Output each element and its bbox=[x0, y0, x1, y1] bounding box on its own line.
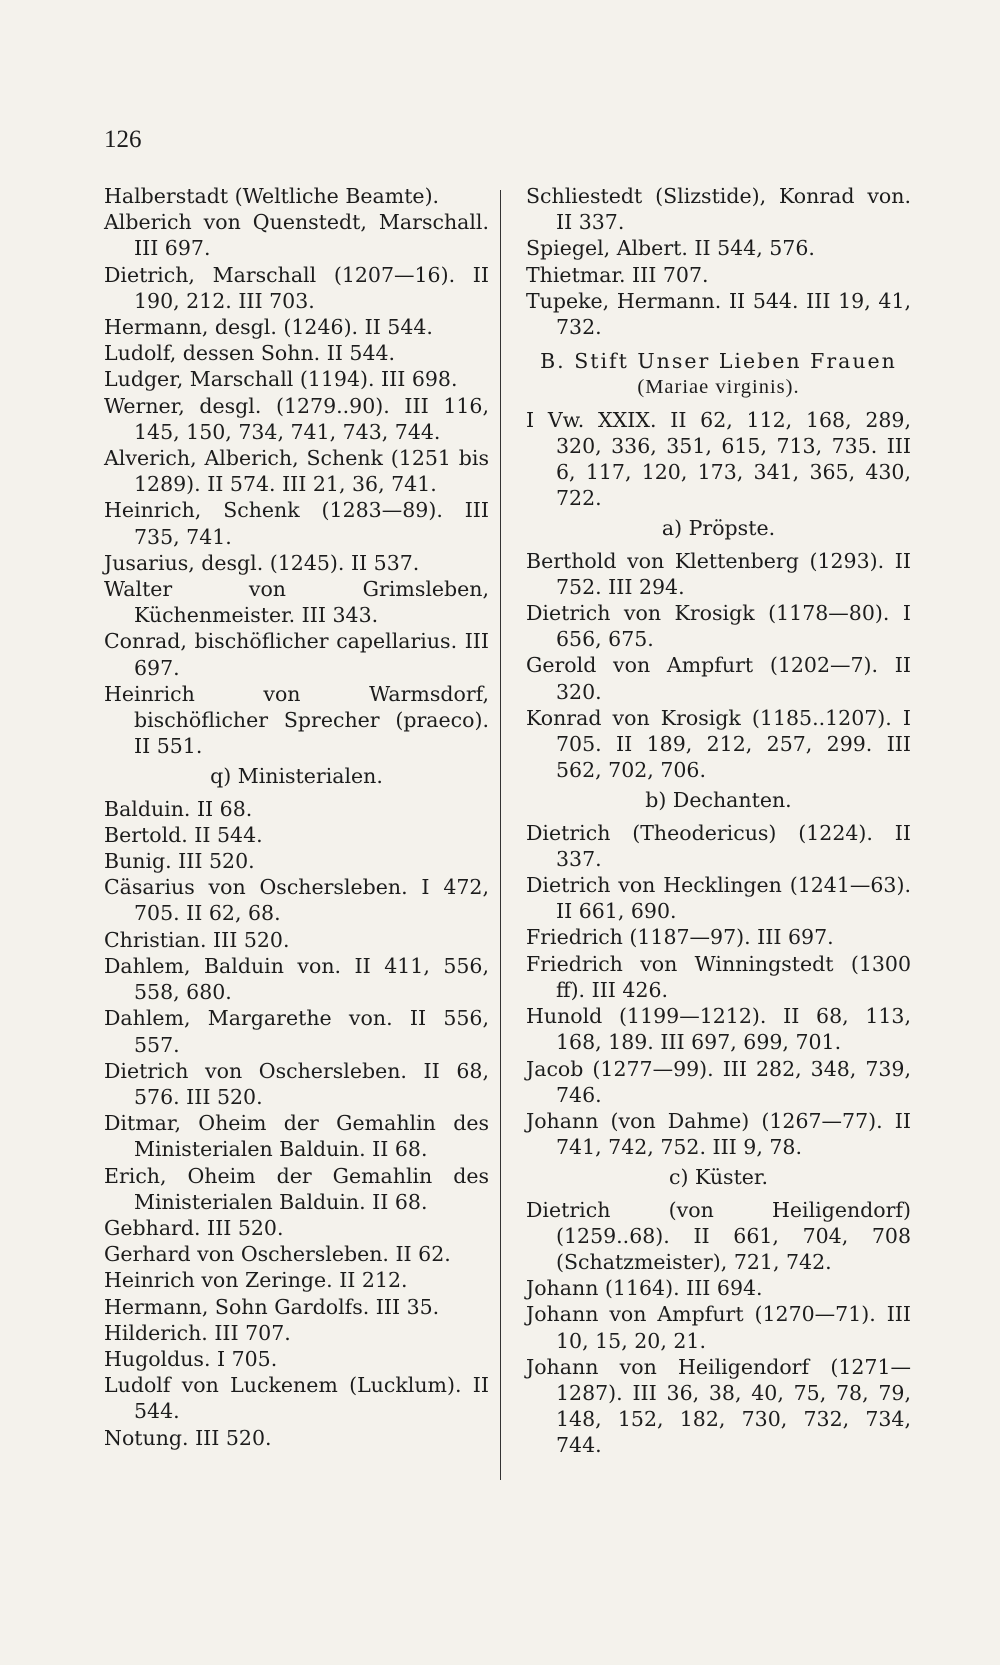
index-entry: Dietrich, Marschall (1207—16). II 190, 212. III 703. bbox=[104, 262, 489, 313]
index-entry: Johann (von Dahme) (1267—77). II 741, 742, 752. III 9, 78. bbox=[526, 1108, 911, 1160]
index-entry: Erich, Oheim der Gemahlin des Ministerialen Balduin. II 68. bbox=[104, 1163, 489, 1214]
index-entry: Ludolf von Luckenem (Lucklum). II 544. bbox=[104, 1373, 489, 1424]
section-title bbox=[526, 348, 911, 400]
index-entry: Johann von Ampfurt (1270—71). III 10, 15, 20, 21. bbox=[526, 1302, 911, 1353]
index-entry: Friedrich (1187—97). III 697. bbox=[526, 925, 834, 950]
index-entry: Dahlem, Balduin von. II 411, 556, 558, 680. bbox=[104, 953, 489, 1005]
index-entry: Ditmar, Oheim der Gemahlin des Ministerialen Balduin. II 68. bbox=[104, 1111, 489, 1162]
index-entry: Jacob (1277—99). III 282, 348, 739, 746. bbox=[526, 1056, 911, 1107]
index-entry: Halberstadt (Weltliche Beamte). bbox=[104, 184, 440, 208]
left-column bbox=[104, 183, 489, 1451]
index-entry: Dietrich von Oschersleben. II 68, 576. III 520. bbox=[104, 1058, 489, 1109]
index-entry: Thietmar. III 707. bbox=[526, 262, 709, 287]
index-entry: Johann von Heiligendorf (1271—1287). III 36, 38, 40, 75, 78, 79, 148, 152, 182, 730, 732, 734, 744. bbox=[526, 1354, 911, 1458]
index-entry: Hunold (1199—1212). II 68, 113, 168, 189. III 697, 699, 701. bbox=[526, 1004, 911, 1055]
index-entry: I Vw. XXIX. II 62, 112, 168, 289, 320, 336, 351, 615, 713, 735. III 6, 117, 120, 173, 341, 365, 430, 722. bbox=[526, 407, 911, 511]
index-entry: Hugoldus. I 705. bbox=[104, 1346, 278, 1371]
index-entry: Christian. III 520. bbox=[104, 927, 290, 952]
section-title-latin: (Mariae virginis). bbox=[637, 376, 800, 399]
index-entry: Dietrich von Hecklingen (1241—63). II 661, 690. bbox=[526, 873, 911, 924]
index-entry: Gerhard von Oschersleben. II 62. bbox=[104, 1242, 451, 1267]
index-entry: Bunig. III 520. bbox=[104, 849, 255, 874]
section-heading: b) Dechanten. bbox=[645, 788, 792, 813]
index-entry: Dahlem, Margarethe von. II 556, 557. bbox=[104, 1006, 489, 1057]
index-entry: Konrad von Krosigk (1185..1207). I 705. II 189, 212, 257, 299. III 562, 702, 706. bbox=[526, 705, 911, 783]
index-entry: Berthold von Klettenberg (1293). II 752. III 294. bbox=[526, 548, 911, 599]
index-entry: Dietrich (von Heiligendorf) (1259..68). II 661, 704, 708 (Schatzmeister), 721, 742. bbox=[526, 1197, 911, 1274]
index-entry: Alberich von Quenstedt, Marschall. III 697. bbox=[104, 210, 489, 261]
page-number: 126 bbox=[104, 126, 142, 153]
index-entry: Heinrich von Zeringe. II 212. bbox=[104, 1268, 408, 1293]
section-heading: a) Pröpste. bbox=[661, 516, 776, 541]
index-entry: Conrad, bischöflicher capellarius. III 697. bbox=[104, 629, 489, 680]
index-entry: Cäsarius von Oschersleben. I 472, 705. II 62, 68. bbox=[104, 875, 489, 926]
index-entry: Ludolf, dessen Sohn. II 544. bbox=[104, 341, 396, 366]
index-entry: Spiegel, Albert. II 544, 576. bbox=[526, 236, 815, 261]
index-entry: Walter von Grimsleben, Küchenmeister. III 343. bbox=[104, 577, 489, 628]
index-entry: Hermann, desgl. (1246). II 544. bbox=[104, 315, 433, 340]
index-entry: Hilderich. III 707. bbox=[104, 1320, 291, 1345]
index-entry: Gebhard. III 520. bbox=[104, 1215, 284, 1240]
index-entry: Heinrich von Warmsdorf, bischöflicher Sprecher (praeco). II 551. bbox=[104, 681, 489, 759]
index-entry: Hermann, Sohn Gardolfs. III 35. bbox=[104, 1294, 440, 1319]
column-divider bbox=[500, 190, 501, 1480]
index-entry: Ludger, Marschall (1194). III 698. bbox=[104, 367, 458, 392]
index-entry: Dietrich (Theodericus) (1224). II 337. bbox=[526, 820, 911, 871]
right-column bbox=[526, 183, 911, 1459]
index-entry: Johann (1164). III 694. bbox=[526, 1276, 763, 1301]
index-entry: Jusarius, desgl. (1245). II 537. bbox=[104, 550, 420, 575]
index-entry: Tupeke, Hermann. II 544. III 19, 41, 732. bbox=[526, 288, 911, 340]
section-title-text: B. Stift Unser Lieben Frauen bbox=[540, 349, 897, 374]
index-entry: Friedrich von Winningstedt (1300 ff). III 426. bbox=[526, 951, 911, 1002]
index-entry: Alverich, Alberich, Schenk (1251 bis 1289). II 574. III 21, 36, 741. bbox=[104, 446, 489, 497]
index-entry: Heinrich, Schenk (1283—89). III 735, 741. bbox=[104, 498, 489, 549]
index-entry: Notung. III 520. bbox=[104, 1425, 272, 1450]
index-entry: Gerold von Ampfurt (1202—7). II 320. bbox=[526, 653, 911, 704]
section-heading: c) Küster. bbox=[668, 1165, 769, 1190]
index-entry: Dietrich von Krosigk (1178—80). I 656, 675. bbox=[526, 601, 911, 652]
index-entry: Balduin. II 68. bbox=[104, 796, 253, 821]
index-entry: Schliestedt (Slizstide), Konrad von. II 337. bbox=[526, 184, 911, 235]
index-entry: Bertold. II 544. bbox=[104, 822, 263, 847]
section-heading: q) Ministerialen. bbox=[210, 764, 383, 789]
index-entry: Werner, desgl. (1279..90). III 116, 145, 150, 734, 741, 743, 744. bbox=[104, 393, 489, 444]
